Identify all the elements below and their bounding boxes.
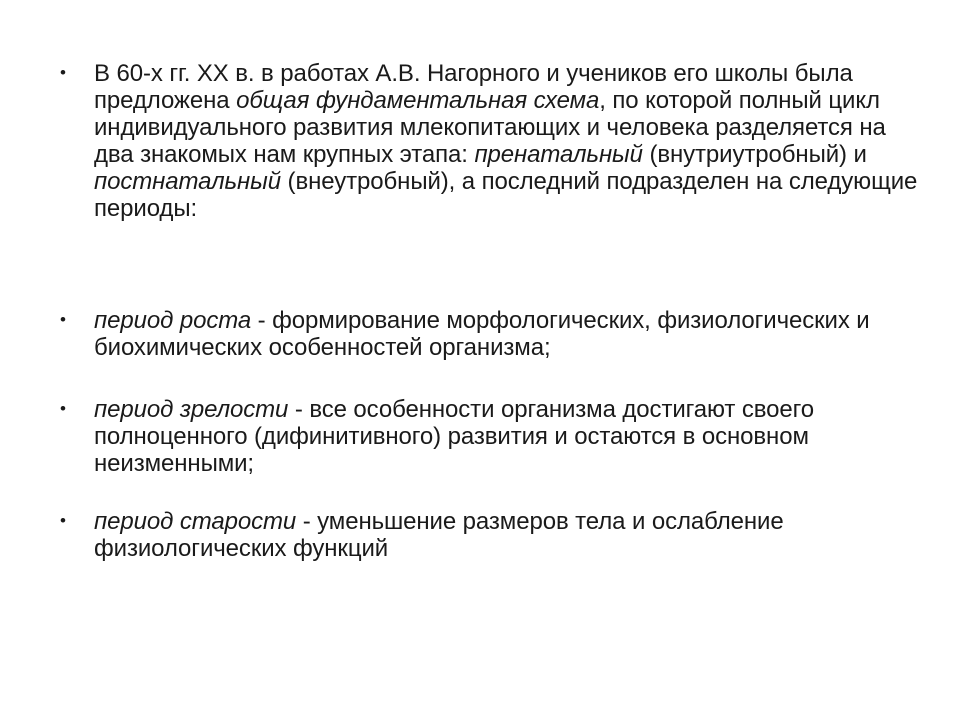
bullet-icon: • [60,511,66,530]
text-run-italic: период старости [94,508,297,535]
bullet-text [94,396,920,477]
text-run: В 60-х гг. XX в. в работах А.В. Нагорного и учеников его школы была предложена [94,60,853,114]
text-run: - все особенности организма достигают своего полноценного (дифинитивного) развития и остаются в основном неизменными; [94,396,815,477]
text-run: (внутриутробный) и [642,141,867,168]
text-run: (внеутробный), а последний подразделен на следующие периоды: [94,168,918,222]
text-run-italic: период зрелости [94,396,289,423]
bullet-icon: • [60,63,66,82]
bullet-icon: • [60,310,66,329]
bullet-text [94,508,920,562]
bullet-text [94,307,920,361]
text-run-italic: пренатальный [474,141,643,168]
text-run: - формирование морфологических, физиологических и биохимических особенностей организма; [94,307,870,361]
bullet-item-growth-period [60,307,920,361]
text-run-italic: период роста [94,307,252,334]
bullet-text [94,60,920,222]
text-run: - уменьшение размеров тела и ослабление физиологических функций [94,508,784,562]
text-run-italic: постнатальный [94,168,281,195]
bullet-item-old-age-period [60,508,920,562]
bullet-item-maturity-period [60,396,920,477]
bullet-icon: • [60,399,66,418]
text-run-italic: общая фундаментальная схема [236,87,600,114]
text-run: , по которой полный цикл индивидуального развития млекопитающих и человека разделяется на два знакомых нам крупных этапа: [94,87,886,168]
bullet-item-intro [60,60,920,222]
